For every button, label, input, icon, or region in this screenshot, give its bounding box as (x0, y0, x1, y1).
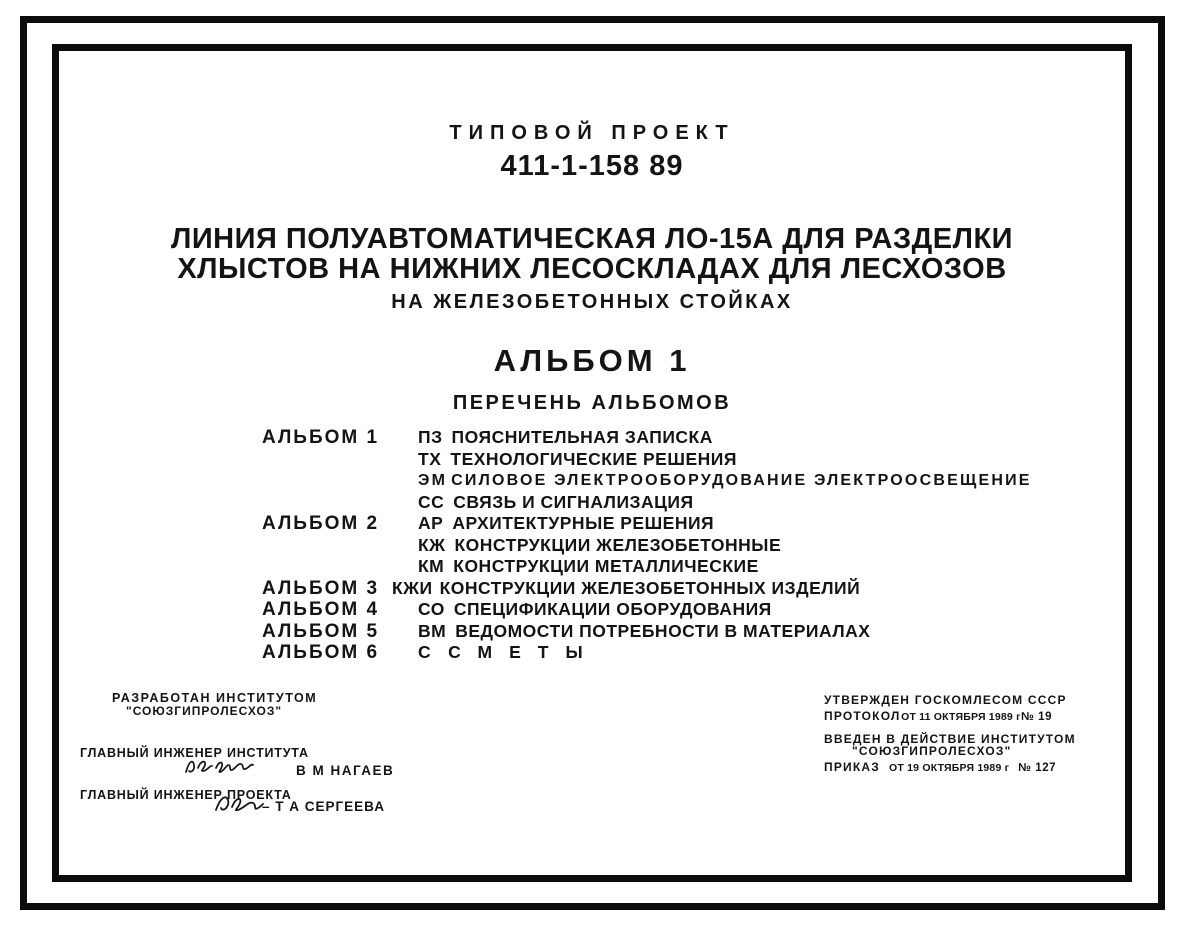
album-entry (418, 492, 1092, 514)
section-title: АРХИТЕКТУРНЫЕ РЕШЕНИЯ (452, 513, 715, 533)
project-title-line2: ХЛЫСТОВ НА НИЖНИХ ЛЕСОСКЛАДАХ ДЛЯ ЛЕСХОЗОВ (177, 253, 1007, 285)
albums-list-heading: ПЕРЕЧЕНЬ АЛЬБОМОВ (452, 392, 732, 414)
album-row-5 (262, 621, 1092, 643)
developed-by-line2: "СОЮЗГИПРОЛЕСХОЗ" (126, 703, 283, 718)
chief-institute-signature (183, 756, 255, 778)
section-code: ВМ (418, 620, 447, 641)
section-code: АР (418, 513, 444, 533)
introduced-line2: "СОЮЗГИПРОЛЕСХОЗ" (852, 744, 1012, 758)
album-entry (418, 621, 1092, 643)
project-title (70, 224, 1114, 317)
project-number: 411-1-158 89 (500, 150, 684, 182)
order-number: № 127 (1018, 762, 1056, 774)
section-title: СИЛОВОЕ ЭЛЕКТРООБОРУДОВАНИЕ ЭЛЕКТРООСВЕЩЕНИЕ (451, 472, 1032, 489)
section-code: ТХ (418, 448, 442, 469)
approval-block (824, 693, 1076, 774)
document-type-heading: ТИПОВОЙ ПРОЕКТ (449, 122, 735, 144)
section-title: КОНСТРУКЦИИ ЖЕЛЕЗОБЕТОННЫХ ИЗДЕЛИЙ (439, 577, 861, 598)
project-title-line1: ЛИНИЯ ПОЛУАВТОМАТИЧЕСКАЯ ЛО-15А ДЛЯ РАЗДЕЛКИ (170, 223, 1014, 255)
section-code: ПЗ (418, 427, 443, 447)
album-heading: АЛЬБОМ 1 (493, 343, 691, 378)
album-label: АЛЬБОМ 5 (262, 620, 380, 642)
section-title: СМЕТЫ (448, 642, 600, 662)
section-title: СВЯЗЬ И СИГНАЛИЗАЦИЯ (453, 491, 694, 512)
album-entry (392, 577, 1092, 600)
album-entry (418, 535, 1092, 557)
album-row-3 (262, 578, 1092, 600)
album-row-2 (262, 513, 1092, 578)
chief-project-engineer-label: ГЛАВНЫЙ ИНЖЕНЕР ПРОЕКТА (80, 788, 292, 802)
section-code: КМ (418, 556, 445, 576)
protocol-number: № 19 (1021, 711, 1052, 723)
section-code: КЖ (418, 534, 446, 555)
section-code: СО (418, 599, 445, 619)
section-title: КОНСТРУКЦИИ МЕТАЛЛИЧЕСКИЕ (453, 556, 759, 576)
album-label: АЛЬБОМ 6 (262, 642, 380, 663)
album-entry (418, 513, 1092, 535)
section-title: ВЕДОМОСТИ ПОТРЕБНОСТИ В МАТЕРИАЛАХ (455, 620, 871, 641)
album-row-4 (262, 599, 1092, 621)
album-entries (418, 642, 1092, 664)
protocol-label: ПРОТОКОЛ (824, 709, 901, 723)
albums-list (262, 427, 1092, 664)
album-entry (418, 642, 1092, 664)
album-label: АЛЬБОМ 3 (262, 577, 380, 599)
approved-by-line: УТВЕРЖДЕН ГОСКОМЛЕСОМ СССР (824, 693, 1067, 707)
album-row-6 (262, 642, 1092, 664)
section-title: СПЕЦИФИКАЦИИ ОБОРУДОВАНИЯ (453, 599, 772, 619)
protocol-line (824, 709, 1052, 723)
album-entry (418, 599, 1092, 621)
album-entries (418, 621, 1092, 643)
chief-project-signature (213, 792, 265, 818)
order-line (824, 760, 1056, 774)
order-label: ПРИКАЗ (824, 760, 880, 774)
album-label: АЛЬБОМ 2 (262, 513, 380, 534)
protocol-date: ОТ 11 ОКТЯБРЯ 1989 г (901, 711, 1021, 723)
album-label: АЛЬБОМ 4 (262, 599, 380, 620)
chief-project-engineer-name: – Т А СЕРГЕЕВА (262, 799, 386, 814)
album-row-1 (262, 427, 1092, 513)
section-title: ПОЯСНИТЕЛЬНАЯ ЗАПИСКА (451, 427, 713, 447)
album-entry (418, 470, 1092, 492)
album-entries (418, 599, 1092, 621)
chief-institute-engineer-name: В М НАГАЕВ (296, 763, 395, 778)
chief-institute-engineer-label: ГЛАВНЫЙ ИНЖЕНЕР ИНСТИТУТА (80, 746, 309, 760)
album-entry (418, 449, 1092, 471)
album-entries (392, 577, 1092, 600)
order-date: ОТ 19 ОКТЯБРЯ 1989 г (889, 762, 1010, 774)
album-entry (418, 427, 1092, 449)
section-code: СС (418, 491, 445, 512)
section-code: КЖИ (392, 577, 433, 598)
section-code: С (418, 642, 432, 662)
album-entries (418, 513, 1092, 578)
developed-by-block (112, 692, 317, 717)
section-title: ТЕХНОЛОГИЧЕСКИЕ РЕШЕНИЯ (450, 448, 737, 469)
album-entry (418, 556, 1092, 578)
album-label: АЛЬБОМ 1 (262, 427, 380, 448)
section-title: КОНСТРУКЦИИ ЖЕЛЕЗОБЕТОННЫЕ (454, 534, 782, 555)
introduced-line1: ВВЕДЕН В ДЕЙСТВИЕ ИНСТИТУТОМ (824, 732, 1076, 746)
project-title-line3: НА ЖЕЛЕЗОБЕТОННЫХ СТОЙКАХ (391, 291, 793, 313)
album-entries (418, 427, 1092, 513)
developed-by-line1: РАЗРАБОТАН ИНСТИТУТОМ (112, 691, 318, 705)
section-code: ЭМ (418, 472, 448, 489)
